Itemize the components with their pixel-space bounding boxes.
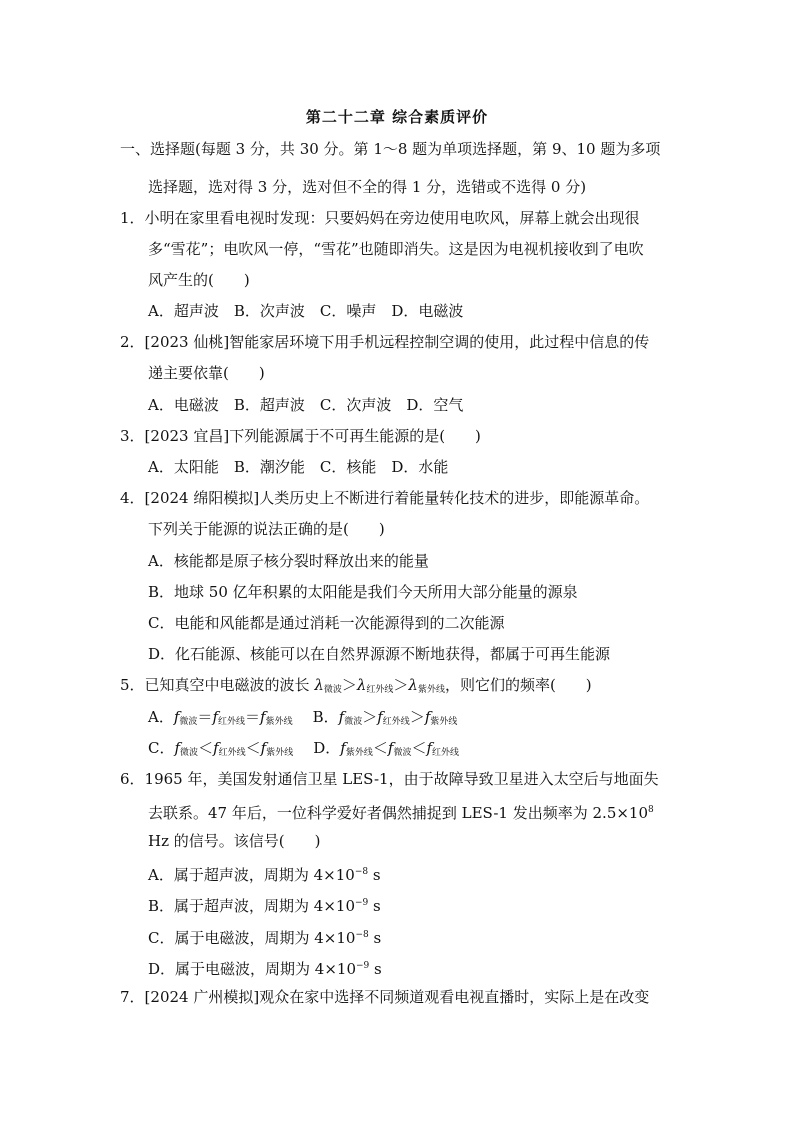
q1-line3: 风产生的( ) <box>148 271 250 289</box>
q6-option-c <box>148 926 381 947</box>
q6-option-a-text: A．属于超声波，周期为 4×10 <box>148 866 355 884</box>
q1-line2: 多“雪花”；电吹风一停，“雪花”也随即消失。这是因为电视机接收到了电吹 <box>148 240 644 258</box>
lambda-symbol: λ <box>356 676 367 694</box>
f-symbol: f <box>340 739 346 757</box>
f-symbol: f <box>424 708 431 726</box>
lt-sign: ＜ <box>245 739 261 757</box>
q4-line1: 4．[2024 绵阳模拟]人类历史上不断进行着能量转化技术的进步，即能源革命。 <box>120 489 650 507</box>
q1-line1: 1．小明在家里看电视时发现：只要妈妈在旁边使用电吹风，屏幕上就会出现很 <box>120 209 640 227</box>
gt-sign: ＞ <box>409 708 425 726</box>
q6-option-b <box>148 894 381 915</box>
q2-line1: 2．[2023 仙桃]智能家居环境下用手机远程控制空调的使用，此过程中信息的传 <box>120 333 650 351</box>
subscript-uv: 紫外线 <box>266 748 294 758</box>
q5-options-ab <box>148 708 457 731</box>
unit: s <box>368 866 381 884</box>
lt-sign: ＜ <box>372 739 388 757</box>
subscript-uv: 紫外线 <box>265 717 293 727</box>
q6-line2 <box>148 801 654 822</box>
q6-line2-text: 去联系。47 年后，一位科学爱好者偶然捕捉到 LES-1 发出频率为 2.5×10 <box>148 804 649 822</box>
eq-sign: ＝ <box>245 708 261 726</box>
f-symbol: f <box>426 739 433 757</box>
exponent: −9 <box>356 961 370 971</box>
subscript-ir: 红外线 <box>432 748 460 758</box>
unit: s <box>368 929 382 947</box>
subscript-micro: 微波 <box>180 748 199 758</box>
f-symbol: f <box>213 739 219 757</box>
subscript-ir: 红外线 <box>366 685 394 695</box>
q2-options: A．电磁波 B．超声波 C．次声波 D．空气 <box>148 396 464 414</box>
q5-text-post: ，则它们的频率( ) <box>444 676 592 694</box>
section-heading-line2: 选择题，选对得 3 分，选对但不全的得 1 分，选错或不选得 0 分) <box>148 178 587 196</box>
q2-line2: 递主要依靠( ) <box>148 364 265 382</box>
q3-line1: 3．[2023 宜昌]下列能源属于不可再生能源的是( ) <box>120 427 481 445</box>
q6-line1: 6．1965 年，美国发射通信卫星 LES-1，由于故障导致卫星进入太空后与地面失 <box>120 770 659 788</box>
subscript-ir: 红外线 <box>218 717 246 727</box>
q4-option-d: D．化石能源、核能可以在自然界源源不断地获得，都属于可再生能源 <box>148 645 611 663</box>
subscript-micro: 微波 <box>323 685 342 695</box>
q7-line1: 7．[2024 广州模拟]观众在家中选择不同频道观看电视直播时，实际上是在改变 <box>120 988 650 1006</box>
subscript-uv: 紫外线 <box>417 685 445 695</box>
lt-sign: ＜ <box>198 739 214 757</box>
section-heading-line1: 一、选择题(每题 3 分，共 30 分。第 1～8 题为单项选择题，第 9、10 题为多项 <box>120 140 661 158</box>
subscript-ir: 红外线 <box>382 717 410 727</box>
q6-option-d-text: D．属于电磁波，周期为 4×10 <box>148 960 356 978</box>
lambda-symbol: λ <box>314 676 324 694</box>
exponent: 8 <box>648 805 654 815</box>
f-symbol: f <box>212 708 218 726</box>
q6-option-d <box>148 957 382 978</box>
subscript-micro: 微波 <box>344 717 363 727</box>
q6-line3: Hz 的信号。该信号( ) <box>148 832 321 850</box>
q3-options: A．太阳能 B．潮汐能 C．核能 D．水能 <box>148 458 449 476</box>
f-symbol: f <box>260 708 266 726</box>
q5-line1 <box>120 676 592 699</box>
f-symbol: f <box>387 739 394 757</box>
gt-sign: ＞ <box>362 708 378 726</box>
f-symbol: f <box>338 708 345 726</box>
q4-option-a: A．核能都是原子核分裂时释放出来的能量 <box>148 552 429 570</box>
eq-sign: ＝ <box>197 708 213 726</box>
subscript-micro: 微波 <box>179 717 198 727</box>
gt-sign: ＞ <box>393 676 409 694</box>
option-label-a: A． <box>148 708 174 726</box>
lambda-symbol: λ <box>408 676 418 694</box>
option-label-c: C． <box>148 739 175 757</box>
page-title: 第二十二章 综合素质评价 <box>305 108 489 126</box>
subscript-uv: 紫外线 <box>430 717 458 727</box>
lt-sign: ＜ <box>411 739 427 757</box>
q6-option-a <box>148 863 381 884</box>
q6-option-b-text: B．属于超声波，周期为 4×10 <box>148 897 355 915</box>
q4-option-b: B．地球 50 亿年积累的太阳能是我们今天所用大部分能量的源泉 <box>148 583 578 601</box>
exponent: −8 <box>354 867 369 877</box>
subscript-uv: 紫外线 <box>345 748 373 758</box>
subscript-ir: 红外线 <box>218 748 246 758</box>
option-label-d: D． <box>313 739 341 757</box>
f-symbol: f <box>260 739 267 757</box>
option-label-b: B． <box>312 708 339 726</box>
unit: s <box>368 897 381 915</box>
exponent: −9 <box>355 898 369 908</box>
f-symbol: f <box>377 708 383 726</box>
q4-line2: 下列关于能源的说法正确的是( ) <box>148 520 385 538</box>
exponent: −8 <box>355 930 369 940</box>
subscript-micro: 微波 <box>393 748 412 758</box>
q4-option-c: C．电能和风能都是通过消耗一次能源得到的二次能源 <box>148 614 505 632</box>
gt-sign: ＞ <box>341 676 357 694</box>
q5-options-cd <box>148 739 459 762</box>
q1-options: A．超声波 B．次声波 C．噪声 D．电磁波 <box>148 302 464 320</box>
unit: s <box>369 960 382 978</box>
q6-option-c-text: C．属于电磁波，周期为 4×10 <box>148 929 356 947</box>
q5-text-pre: 5．已知真空中电磁波的波长 <box>120 676 315 694</box>
f-symbol: f <box>174 739 181 757</box>
f-symbol: f <box>173 708 180 726</box>
